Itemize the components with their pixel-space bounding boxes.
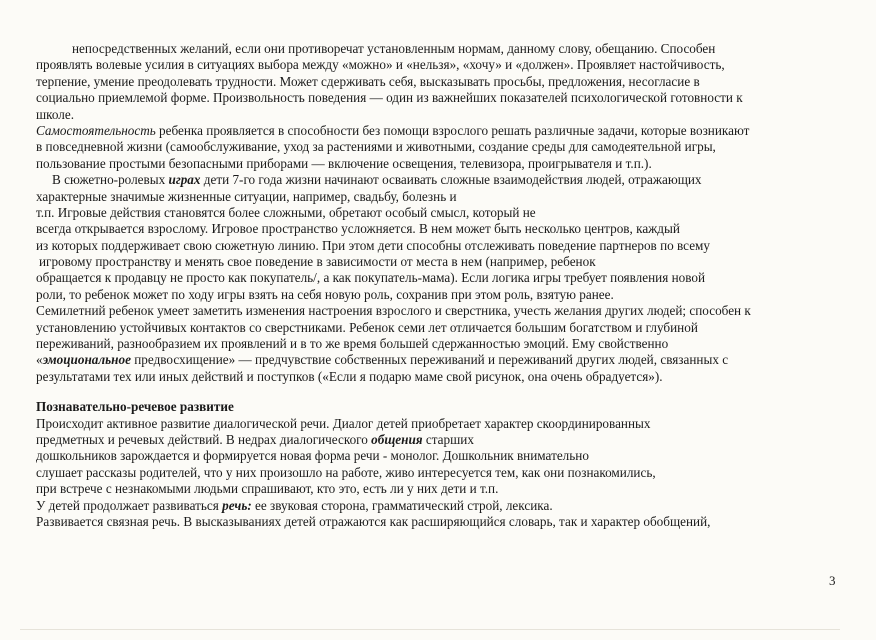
text-segment: школе. bbox=[36, 106, 75, 122]
text-line bbox=[36, 416, 836, 432]
text-segment: всегда открывается взрослому. Игровое пространство усложняется. В нем может быть несколько центров, каждый bbox=[36, 221, 680, 237]
text-segment: речь: bbox=[222, 497, 252, 513]
text-segment: проявлять волевые усилия в ситуациях выбора между «можно» и «нельзя», «хочу» и «должен». Проявляет настойчивость, bbox=[36, 57, 725, 73]
text-segment: Развивается связная речь. В высказываниях детей отражаются как расширяющийся словарь, так и характер обобщений, bbox=[36, 513, 711, 529]
text-line bbox=[36, 74, 836, 90]
text-segment: ее звуковая сторона, грамматический строй, лексика. bbox=[251, 497, 553, 513]
text-line bbox=[36, 270, 836, 286]
text-line bbox=[36, 369, 836, 385]
text-segment: игровому пространству и менять свое поведение в зависимости от места в нем (например, ребенок bbox=[39, 254, 596, 270]
text-segment: предметных и речевых действий. В недрах диалогического bbox=[36, 431, 372, 447]
text-segment: эмоциональное bbox=[42, 352, 131, 368]
text-line bbox=[36, 481, 836, 497]
section-heading-text: Познавательно-речевое развитие bbox=[36, 399, 234, 415]
text-segment: дети 7-го года жизни начинают осваивать сложные взаимодействия людей, отражающих bbox=[200, 172, 702, 188]
text-segment: переживаний, разнообразием их проявлений и в то же время большей сдержанностью эмоций. Ему свойственно bbox=[36, 336, 669, 352]
text-line bbox=[36, 432, 836, 448]
text-segment: дошкольников зарождается и формируется новая форма речи - монолог. Дошкольник внимательно bbox=[36, 448, 589, 464]
text-segment: характерные значимые жизненные ситуации, например, свадьбу, болезнь и bbox=[36, 188, 457, 204]
text-segment: предвосхищение» — предчувствие собственных переживаний и переживаний других людей, связанных с bbox=[130, 352, 729, 368]
text-line bbox=[36, 238, 836, 254]
text-line bbox=[36, 189, 836, 205]
text-segment: непосредственных желаний, если они противоречат установленным нормам, данному слову, обещанию. Способен bbox=[72, 41, 716, 56]
text-segment: общения bbox=[371, 431, 423, 447]
text-segment: Происходит активное развитие диалогической речи. Диалог детей приобретает характер скоординированных bbox=[36, 415, 651, 431]
section-gap bbox=[36, 385, 836, 399]
text-line bbox=[36, 156, 836, 172]
text-segment: терпение, умение преодолевать трудности. Может сдерживать себя, высказывать просьбы, предложения, несогласие в bbox=[36, 73, 700, 89]
text-line bbox=[36, 205, 836, 221]
text-line bbox=[36, 448, 836, 464]
text-segment: при встрече с незнакомыми людьми спрашивают, кто это, есть ли у них дети и т.п. bbox=[36, 481, 499, 497]
text-line bbox=[36, 336, 836, 352]
text-segment: в повседневной жизни (самообслуживание, уход за растениями и животными, создание среды для самодеятельной игры, bbox=[36, 139, 716, 155]
text-segment: установлению устойчивых контактов со сверстниками. Ребенок семи лет отличается большим богатством и глубиной bbox=[36, 319, 698, 335]
text-line bbox=[36, 514, 836, 530]
text-segment: из которых поддерживает свою сюжетную линию. При этом дети способны отслеживать поведение партнеров по всему bbox=[36, 237, 710, 253]
section-heading bbox=[36, 399, 836, 415]
text-segment: ребенка проявляется в способности без помощи взрослого решать различные задачи, которые возникают bbox=[155, 122, 750, 138]
page-body-text bbox=[36, 41, 836, 530]
text-line bbox=[36, 90, 836, 106]
text-segment: роли, то ребенок может по ходу игры взять на себя новую роль, сохранив при этом роль, взятую ранее. bbox=[36, 286, 614, 302]
text-segment: В сюжетно-ролевых bbox=[52, 172, 169, 188]
text-line bbox=[36, 465, 836, 481]
text-segment: социально приемлемой форме. Произвольность поведения — один из важнейших показателей психологической готовности к bbox=[36, 90, 743, 106]
text-segment: старших bbox=[422, 431, 474, 447]
text-line bbox=[36, 41, 836, 57]
text-segment: пользование простыми безопасными приборами — включение освещения, телевизора, проигрывателя и т.п.). bbox=[36, 155, 652, 171]
text-line bbox=[36, 352, 836, 368]
text-line bbox=[36, 498, 836, 514]
text-line bbox=[36, 107, 836, 123]
text-segment: « bbox=[36, 352, 43, 368]
scan-edge-divider bbox=[20, 629, 840, 630]
text-line bbox=[36, 57, 836, 73]
text-line bbox=[36, 287, 836, 303]
text-segment: слушает рассказы родителей, что у них произошло на работе, живо интересуется тем, как они познакомились, bbox=[36, 464, 656, 480]
text-line bbox=[36, 254, 836, 270]
page-number: 3 bbox=[829, 573, 836, 588]
text-segment: Самостоятельность bbox=[36, 122, 156, 138]
text-line bbox=[36, 320, 836, 336]
text-segment: результатами тех или иных действий и поступков («Если я подарю маме свой рисунок, она очень обрадуется»). bbox=[36, 368, 663, 384]
text-line bbox=[36, 139, 836, 155]
text-segment: обращается к продавцу не просто как покупатель/, а как покупатель-мама). Если логика игры требует появления новой bbox=[36, 270, 706, 286]
text-segment: У детей продолжает развиваться bbox=[36, 497, 223, 513]
text-line bbox=[36, 303, 836, 319]
text-line bbox=[36, 221, 836, 237]
text-segment: т.п. Игровые действия становятся более сложными, обретают особый смысл, который не bbox=[36, 204, 536, 220]
text-segment: играх bbox=[168, 172, 201, 188]
text-line bbox=[36, 123, 836, 139]
text-segment: Семилетний ребенок умеет заметить изменения настроения взрослого и сверстника, учесть желания других людей; способен к bbox=[36, 303, 751, 319]
text-line bbox=[36, 172, 836, 188]
